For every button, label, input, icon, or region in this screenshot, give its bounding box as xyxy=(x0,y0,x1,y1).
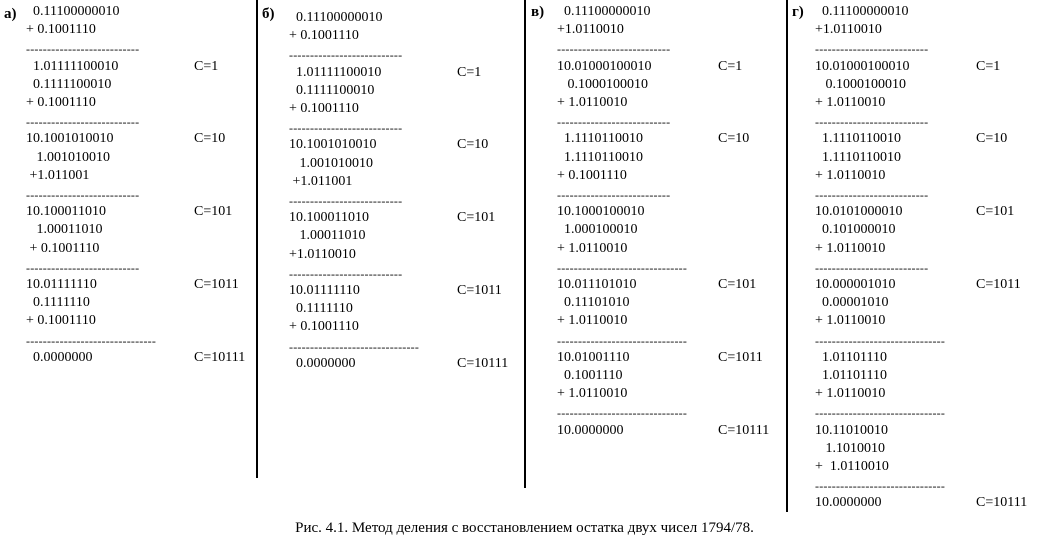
operand-line: + 1.0110010 xyxy=(557,313,628,329)
operand-line: + 1.0110010 xyxy=(815,386,886,402)
operand-line: + 1.0110010 xyxy=(815,167,886,183)
quotient-value: C=10 xyxy=(976,131,1008,147)
operand-line: + 1.0110010 xyxy=(815,95,886,110)
operand-line: + 1.0110010 xyxy=(815,459,889,474)
operand-line: 10.1001010010 xyxy=(26,131,114,147)
operand-line: 1.1110110010 xyxy=(557,131,643,147)
quotient-value: C=1 xyxy=(194,58,219,74)
operand-line: 0.0000000 xyxy=(289,355,356,371)
operand-line: +1.0110010 xyxy=(815,22,882,38)
operand-line: 1.01111100010 xyxy=(26,58,119,74)
separator-line: --------------------------- xyxy=(289,194,403,208)
separator-line: --------------------------- xyxy=(26,115,140,130)
separator-line: ------------------------------- xyxy=(557,406,688,421)
operand-line: 10.01001110 xyxy=(557,349,630,365)
operand-line: 10.000001010 xyxy=(815,277,896,292)
operand-line: 10.1000100010 xyxy=(557,204,645,220)
operand-line: +1.0110010 xyxy=(557,22,624,38)
operand-line: + 0.1001110 xyxy=(289,101,359,116)
separator-line: ------------------------------- xyxy=(289,339,420,354)
separator-line: --------------------------- xyxy=(26,42,140,57)
quotient-value: C=10 xyxy=(194,131,226,147)
column-divider xyxy=(256,0,258,478)
operand-line: 10.011101010 xyxy=(557,277,637,292)
column-label: а) xyxy=(4,6,17,22)
quotient-value: C=10111 xyxy=(457,355,509,371)
operand-line: 1.01101110 xyxy=(815,368,887,383)
operand-line: 1.1110110010 xyxy=(815,149,901,165)
operand-line: + 0.1001110 xyxy=(557,167,627,183)
quotient-value: C=10111 xyxy=(976,495,1028,511)
quotient-value: C=10 xyxy=(457,137,489,153)
operand-line: + 1.0110010 xyxy=(815,313,886,329)
operand-line: 1.1010010 xyxy=(815,440,885,456)
figure-caption: Рис. 4.1. Метод деления с восстановлением остатка двух чисел 1794/78. xyxy=(295,520,754,536)
operand-line: 0.1111100010 xyxy=(289,82,375,98)
operand-line: 10.0101000010 xyxy=(815,204,903,220)
separator-line: --------------------------- xyxy=(26,260,140,275)
operand-line: 0.1111110 xyxy=(289,301,353,317)
operand-line: + 1.0110010 xyxy=(557,95,628,110)
quotient-value: C=101 xyxy=(194,204,233,220)
column-label: б) xyxy=(262,6,275,22)
operand-line: 10.01000100010 xyxy=(557,58,652,74)
separator-line: --------------------------- xyxy=(557,188,671,202)
operand-line: 0.101000010 xyxy=(815,222,896,238)
operand-line: 0.1000100010 xyxy=(557,76,648,92)
operand-line: 10.01000100010 xyxy=(815,58,910,74)
column-label: в) xyxy=(531,4,545,20)
separator-line: --------------------------- xyxy=(815,260,929,275)
operand-line: 1.000100010 xyxy=(557,222,638,238)
operand-line: 0.1000100010 xyxy=(815,76,906,92)
operand-line: 10.11010010 xyxy=(815,422,888,438)
operand-line: 0.11101010 xyxy=(557,295,630,311)
quotient-value: C=1 xyxy=(976,58,1001,74)
operand-line: 0.11100000010 xyxy=(557,4,651,19)
separator-line: --------------------------- xyxy=(26,188,140,202)
operand-line: 10.100011010 xyxy=(289,210,369,226)
operand-line: 1.001010010 xyxy=(26,149,110,165)
operand-line: + 1.0110010 xyxy=(557,386,628,402)
operand-line: 0.11100000010 xyxy=(289,10,383,25)
operand-line: 1.1110110010 xyxy=(815,131,901,147)
operand-line: 10.0000000 xyxy=(815,495,882,511)
separator-line: ------------------------------- xyxy=(557,333,688,348)
operand-line: 1.00011010 xyxy=(26,222,103,238)
separator-line: --------------------------- xyxy=(557,42,671,57)
quotient-value: C=101 xyxy=(976,204,1015,220)
operand-line: 10.01111110 xyxy=(289,283,360,298)
quotient-value: C=1011 xyxy=(718,349,763,365)
separator-line: ------------------------------- xyxy=(815,406,946,421)
separator-line: --------------------------- xyxy=(557,115,671,130)
operand-line: 1.00011010 xyxy=(289,228,366,244)
operand-line: 0.1111100010 xyxy=(26,76,112,92)
operand-line: + 0.1001110 xyxy=(289,28,359,44)
quotient-value: C=1011 xyxy=(194,277,239,292)
separator-line: --------------------------- xyxy=(289,48,403,63)
operand-line: + 0.1001110 xyxy=(26,95,96,110)
operand-line: + 0.1001110 xyxy=(26,240,100,256)
operand-line: + 0.1001110 xyxy=(26,313,96,329)
operand-line: + 1.0110010 xyxy=(815,240,886,256)
operand-line: +1.0110010 xyxy=(289,246,356,262)
separator-line: ------------------------------- xyxy=(557,260,688,275)
column-divider xyxy=(786,0,788,512)
separator-line: --------------------------- xyxy=(289,121,403,136)
separator-line: ------------------------------- xyxy=(815,479,946,494)
quotient-value: C=1011 xyxy=(457,283,502,298)
quotient-value: C=10111 xyxy=(718,422,770,438)
operand-line: 1.01111100010 xyxy=(289,64,382,80)
operand-line: 0.1001110 xyxy=(557,368,623,383)
operand-line: +1.011001 xyxy=(289,173,353,189)
separator-line: ------------------------------- xyxy=(26,333,157,348)
operand-line: 0.1111110 xyxy=(26,295,90,311)
quotient-value: C=1 xyxy=(457,64,482,80)
operand-line: 1.1110110010 xyxy=(557,149,643,165)
column-label: г) xyxy=(792,4,804,20)
separator-line: --------------------------- xyxy=(815,42,929,57)
separator-line: ------------------------------- xyxy=(815,333,946,348)
separator-line: --------------------------- xyxy=(815,188,929,202)
operand-line: 0.11100000010 xyxy=(26,4,120,19)
quotient-value: C=1 xyxy=(718,58,743,74)
separator-line: --------------------------- xyxy=(815,115,929,130)
operand-line: 0.00001010 xyxy=(815,295,889,311)
operand-line: + 0.1001110 xyxy=(26,22,96,38)
quotient-value: C=101 xyxy=(457,210,496,226)
operand-line: 10.100011010 xyxy=(26,204,106,220)
operand-line: 0.0000000 xyxy=(26,349,93,365)
operand-line: 0.11100000010 xyxy=(815,4,909,19)
separator-line: --------------------------- xyxy=(289,266,403,281)
operand-line: 1.01101110 xyxy=(815,349,887,365)
column-divider xyxy=(524,0,526,488)
operand-line: 1.001010010 xyxy=(289,155,373,171)
quotient-value: C=10111 xyxy=(194,349,246,365)
quotient-value: C=10 xyxy=(718,131,750,147)
operand-line: 10.0000000 xyxy=(557,422,624,438)
operand-line: 10.1001010010 xyxy=(289,137,377,153)
operand-line: + 1.0110010 xyxy=(557,240,628,256)
quotient-value: C=1011 xyxy=(976,277,1021,292)
quotient-value: C=101 xyxy=(718,277,757,292)
operand-line: 10.01111110 xyxy=(26,277,97,292)
operand-line: + 0.1001110 xyxy=(289,319,359,335)
operand-line: +1.011001 xyxy=(26,167,90,183)
